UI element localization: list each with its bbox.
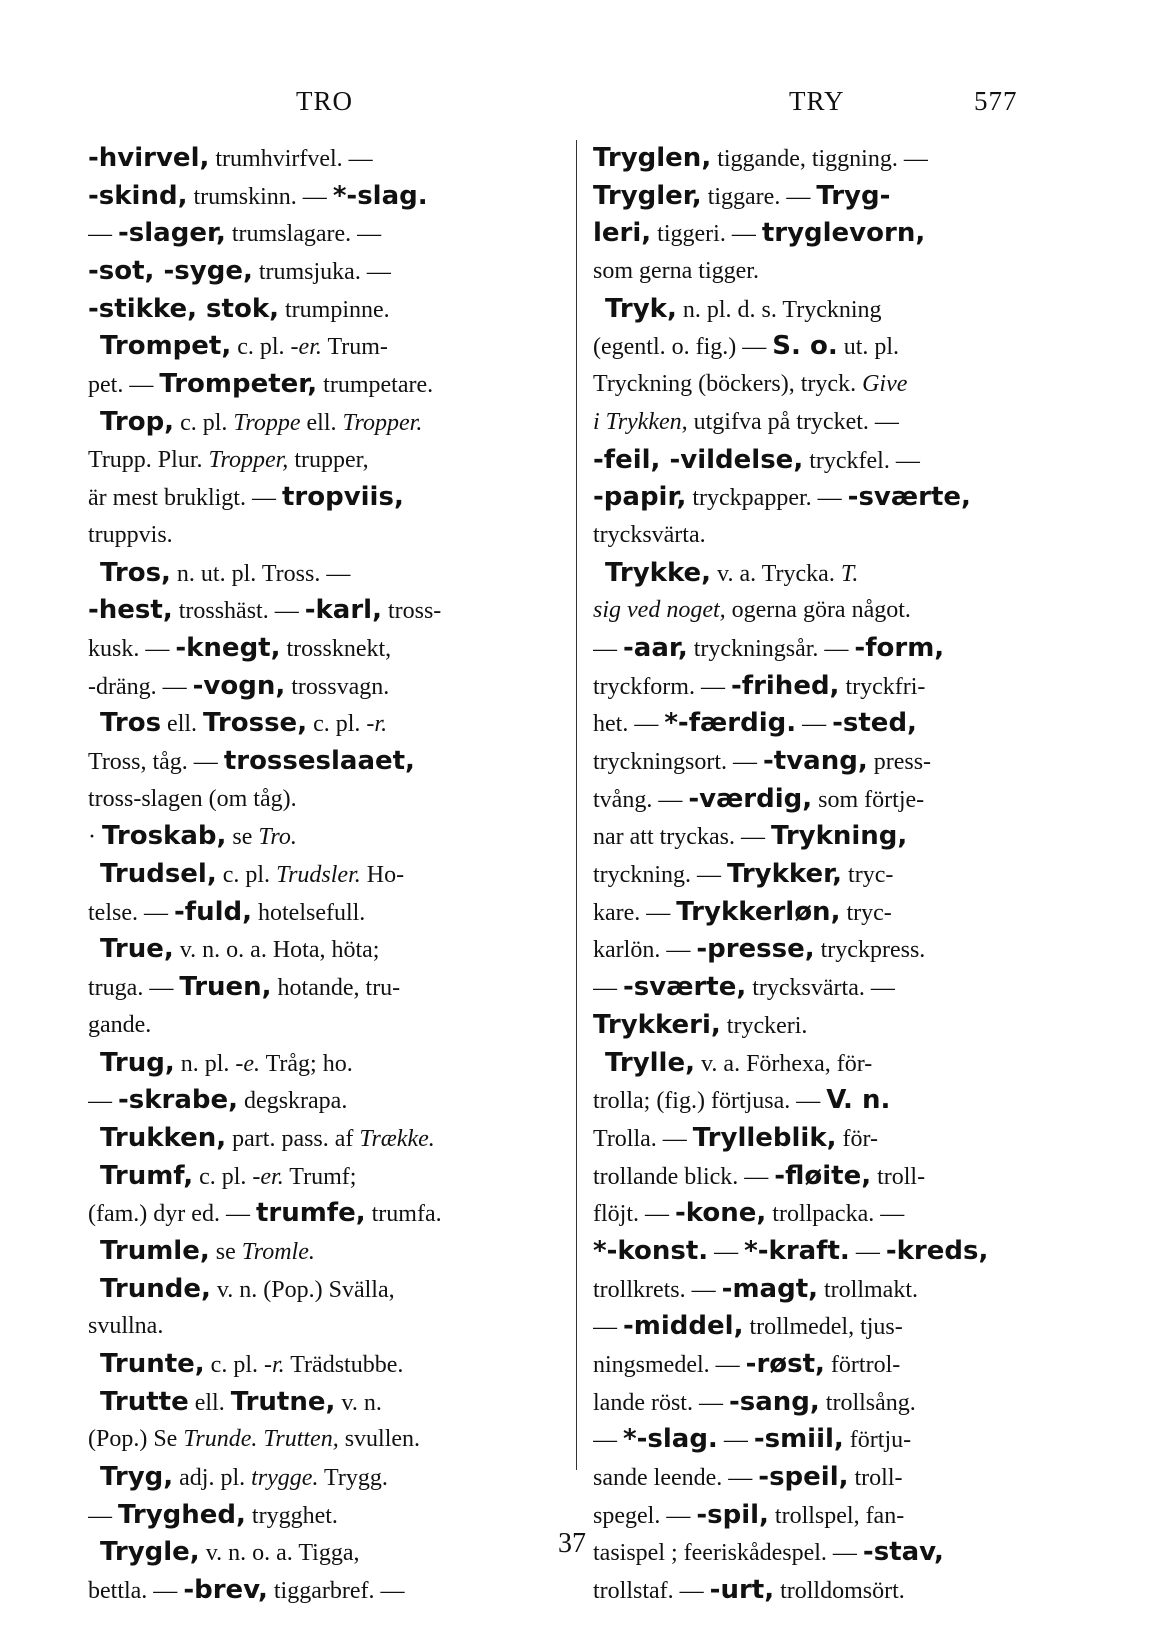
dictionary-line: -papir, tryckpapper. — -sværte, (593, 482, 971, 513)
dictionary-line: nar att tryckas. — Trykning, (593, 821, 908, 852)
left-column (88, 140, 576, 1610)
dictionary-line: Trylle, v. a. Förhexa, för- (605, 1047, 873, 1078)
dictionary-line: truppvis. (88, 521, 173, 548)
right-column (593, 140, 1063, 1610)
dictionary-line: lande röst. — -sang, trollsång. (593, 1386, 916, 1417)
dictionary-line: Trompet, c. pl. -er. Trum- (100, 331, 388, 362)
dictionary-line: Trug, n. pl. -e. Tråg; ho. (100, 1047, 353, 1078)
dictionary-line: Trutte ell. Trutne, v. n. (100, 1386, 382, 1417)
dictionary-line: Tryk, n. pl. d. s. Tryckning (605, 293, 882, 324)
dictionary-line: — Tryghed, trygghet. (88, 1499, 338, 1530)
dictionary-line: -sot, -syge, trumsjuka. — (88, 256, 391, 287)
dictionary-line: Trykkeri, tryckeri. (593, 1009, 808, 1040)
dictionary-line: tross-slagen (om tåg). (88, 785, 297, 812)
dictionary-line: tryckning. — Trykker, tryc- (593, 859, 894, 890)
dictionary-line: -feil, -vildelse, tryckfel. — (593, 444, 920, 475)
dictionary-line: trollkrets. — -magt, trollmakt. (593, 1273, 918, 1304)
dictionary-line: -hest, trosshäst. — -karl, tross- (88, 595, 442, 626)
dictionary-line: Trunde, v. n. (Pop.) Svälla, (100, 1273, 395, 1304)
dictionary-line: tvång. — -værdig, som förtje- (593, 783, 925, 814)
dictionary-line: trollande blick. — -fløite, troll- (593, 1160, 926, 1191)
dictionary-line: trycksvärta. (593, 521, 706, 548)
dictionary-line: svullna. (88, 1313, 164, 1340)
dictionary-line: — *-slag. — -smiil, förtju- (593, 1424, 912, 1455)
dictionary-line: (fam.) dyr ed. — trumfe, trumfa. (88, 1198, 442, 1229)
dictionary-line: flöjt. — -kone, trollpacka. — (593, 1198, 905, 1229)
dictionary-line: spegel. — -spil, trollspel, fan- (593, 1499, 905, 1530)
dictionary-line: (Pop.) Se Trunde. Trutten, svullen. (88, 1426, 421, 1453)
dictionary-line: tryckform. — -frihed, tryckfri- (593, 670, 926, 701)
dictionary-line: leri, tiggeri. — tryglevorn, (593, 218, 926, 249)
dictionary-line: Tross, tåg. — trosseslaaet, (88, 746, 415, 776)
dictionary-line: sig ved noget, ogerna göra något. (593, 597, 911, 624)
dictionary-line: Trumle, se Tromle. (100, 1235, 315, 1266)
dictionary-line: tryckningsort. — -tvang, press- (593, 746, 932, 776)
dictionary-line: Trudsel, c. pl. Trudsler. Ho- (100, 859, 405, 890)
dictionary-line: -skind, trumskinn. — *-slag. (88, 180, 428, 211)
dictionary-line: sande leende. — -speil, troll- (593, 1462, 903, 1493)
dictionary-line: *-konst. — *-kraft. — -kreds, (593, 1235, 989, 1266)
dictionary-line: Trop, c. pl. Troppe ell. Tropper. (100, 406, 423, 437)
dictionary-line: — -middel, trollmedel, tjus- (593, 1311, 903, 1342)
dictionary-line: — -slager, trumslagare. — (88, 218, 382, 249)
dictionary-line: Trykke, v. a. Trycka. T. (605, 557, 859, 588)
dictionary-line: (egentl. o. fig.) — S. o. ut. pl. (593, 331, 900, 362)
column-divider (576, 140, 577, 1470)
dictionary-line: Tryglen, tiggande, tiggning. — (593, 143, 928, 173)
dictionary-line: trollstaf. — -urt, trolldomsört. (593, 1575, 905, 1606)
dictionary-line: tasispel ; feeriskådespel. — -stav, (593, 1537, 944, 1568)
dictionary-line: — -skrabe, degskrapa. (88, 1085, 348, 1116)
dictionary-line: Trolla. — Trylleblik, för- (593, 1122, 879, 1153)
dictionary-line: pet. — Trompeter, trumpetare. (88, 369, 434, 400)
dictionary-line: -stikke, stok, trumpinne. (88, 293, 390, 324)
dictionary-line: ningsmedel. — -røst, förtrol- (593, 1349, 901, 1379)
dictionary-line: · Troskab, se Tro. (88, 821, 297, 852)
dictionary-line: som gerna tigger. (593, 258, 759, 285)
dictionary-line: Tryckning (böckers), tryck. Give (593, 371, 908, 398)
dictionary-line: bettla. — -brev, tiggarbref. — (88, 1575, 405, 1606)
dictionary-line: Trumf, c. pl. -er. Trumf; (100, 1160, 357, 1191)
dictionary-line: i Trykken, utgifva på trycket. — (593, 408, 899, 435)
running-head-left: TRO (296, 86, 353, 116)
dictionary-line: kusk. — -knegt, trossknekt, (88, 632, 392, 663)
dictionary-line: Tros ell. Trosse, c. pl. -r. (100, 708, 388, 739)
dictionary-line: het. — *-færdig. — -sted, (593, 708, 917, 739)
dictionary-line: Trygle, v. n. o. a. Tigga, (100, 1537, 360, 1568)
dictionary-line: Tryg, adj. pl. trygge. Trygg. (100, 1462, 388, 1493)
signature-mark: 37 (558, 1528, 586, 1559)
dictionary-line: Trupp. Plur. Tropper, trupper, (88, 446, 369, 473)
dictionary-line: kare. — Trykkerløn, tryc- (593, 896, 892, 927)
dictionary-line: truga. — Truen, hotande, tru- (88, 972, 401, 1003)
dictionary-line: Trygler, tiggare. — Tryg- (593, 180, 891, 211)
dictionary-line: Trunte, c. pl. -r. Trädstubbe. (100, 1349, 404, 1379)
dictionary-line: karlön. — -presse, tryckpress. (593, 934, 926, 965)
dictionary-line: — -aar, tryckningsår. — -form, (593, 632, 945, 663)
dictionary-line: True, v. n. o. a. Hota, höta; (100, 934, 380, 965)
dictionary-line: -hvirvel, trumhvirfvel. — (88, 143, 373, 173)
dictionary-line: telse. — -fuld, hotelsefull. (88, 896, 366, 927)
page-number: 577 (974, 86, 1018, 116)
dictionary-line: — -sværte, trycksvärta. — (593, 972, 895, 1003)
dictionary-line: är mest brukligt. — tropviis, (88, 482, 404, 513)
dictionary-line: Trukken, part. pass. af Trække. (100, 1122, 435, 1153)
running-head-right: TRY (789, 86, 845, 116)
dictionary-line: Tros, n. ut. pl. Tross. — (100, 557, 351, 588)
dictionary-line: -dräng. — -vogn, trossvagn. (88, 670, 390, 701)
dictionary-line: trolla; (fig.) förtjusa. — V. n. (593, 1085, 891, 1116)
dictionary-line: gande. (88, 1011, 152, 1038)
